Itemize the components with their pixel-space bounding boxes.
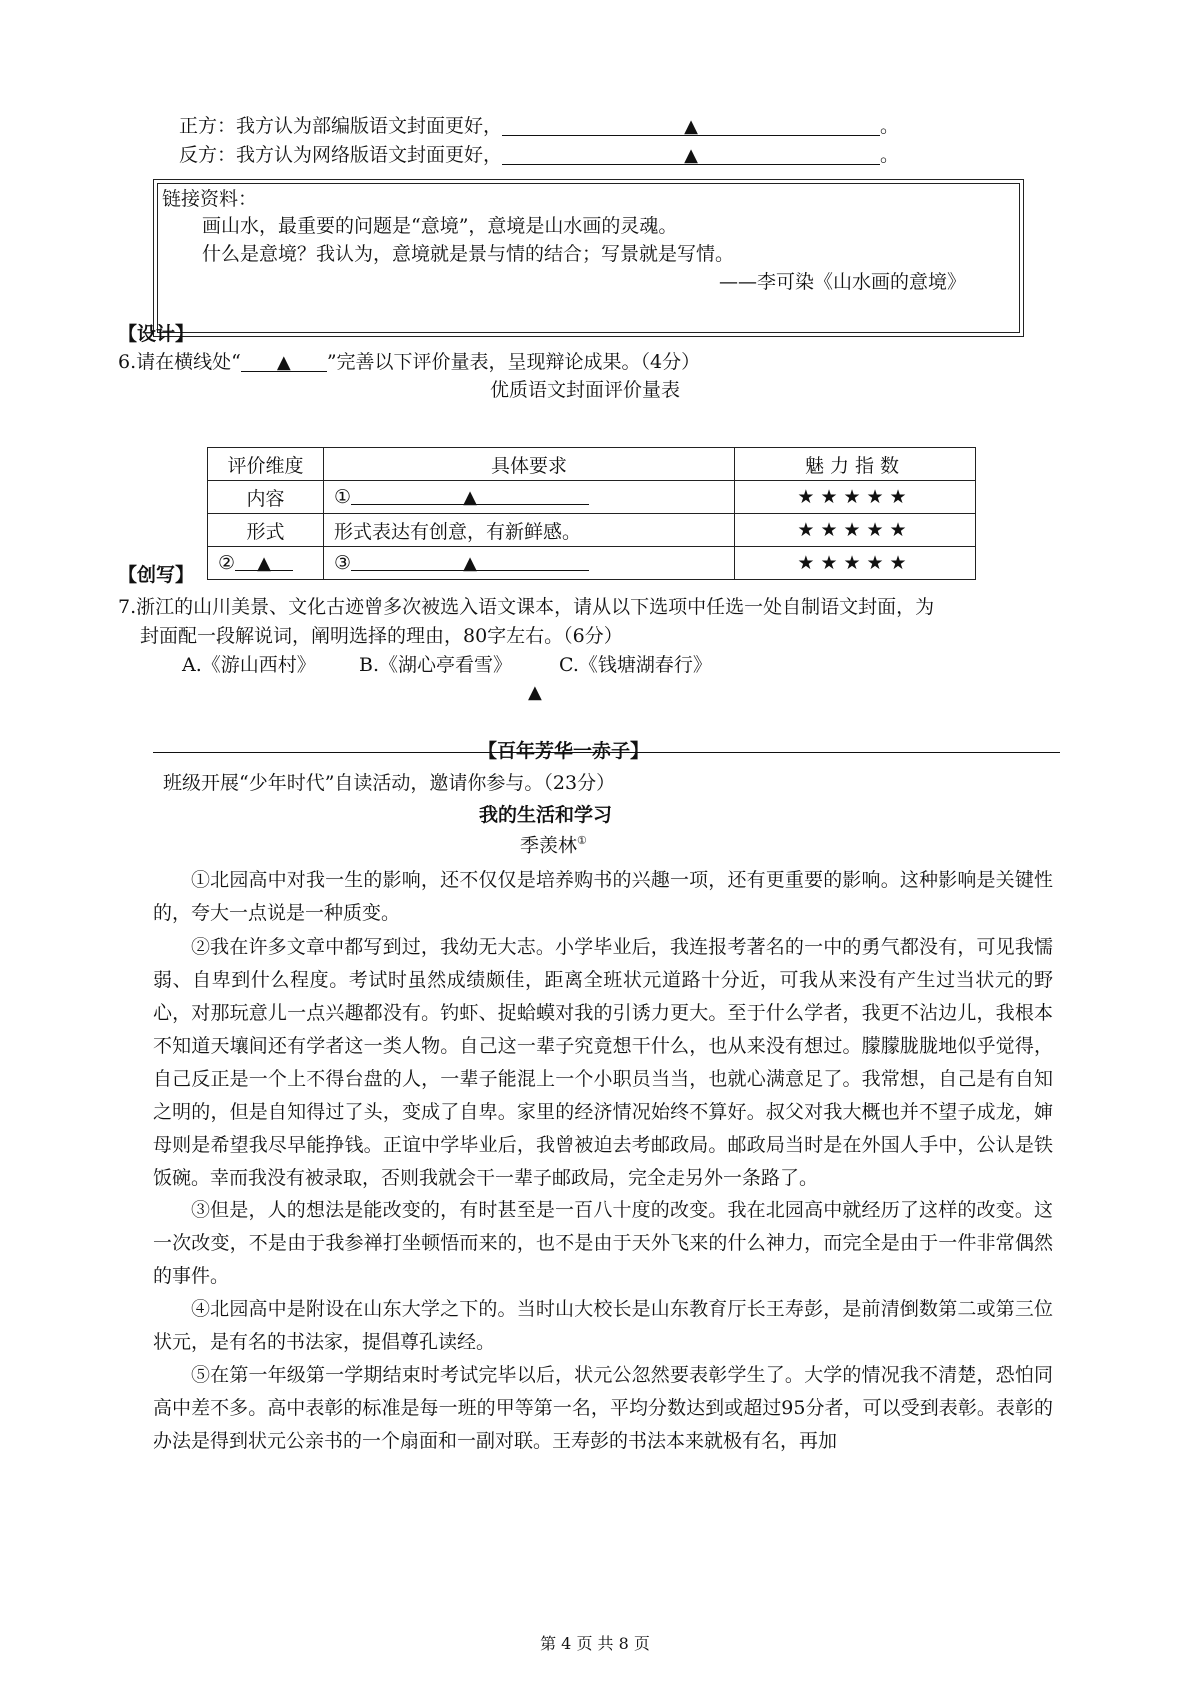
stars-cell: ★★★★★ [735, 481, 976, 514]
table-row [208, 481, 976, 514]
paragraph-1: ①北园高中对我一生的影响，还不仅仅是培养购书的兴趣一项，还有更重要的影响。这种影响是关键性的，夸大一点说是一种质变。 [153, 869, 1053, 924]
stars-cell: ★★★★★ [735, 547, 976, 580]
q6-suffix: ”完善以下评价量表，呈现辩论成果。（4分） [326, 351, 701, 373]
author-name: 季羡林 [520, 834, 578, 857]
triangle-icon: ▲ [684, 145, 698, 166]
stars-cell: ★★★★★ [735, 514, 976, 547]
header-charm: 魅力指数 [735, 448, 976, 481]
article-title: 我的生活和学习 [479, 804, 613, 826]
q7-option-b: B.《湖心亭看雪》 [359, 654, 513, 676]
q7-option-c: C.《钱塘湖春行》 [559, 654, 712, 676]
header-requirement: 具体要求 [324, 448, 735, 481]
answer-blank[interactable] [502, 146, 880, 165]
debate-pro-text: 正方：我方认为部编版语文封面更好， [179, 115, 503, 137]
link-label: 链接资料： [162, 188, 258, 210]
dimension-cell: 内容 [208, 481, 324, 514]
link-line-2: 什么是意境？我认为，意境就是景与情的结合；写景就是写情。 [202, 243, 735, 265]
author-note: ① [577, 834, 587, 847]
answer-blank[interactable] [502, 117, 880, 136]
answer-blank[interactable] [351, 552, 589, 574]
q6-blank [241, 353, 327, 372]
answer-blank[interactable] [351, 486, 589, 508]
table-title: 优质语文封面评价量表 [490, 379, 681, 401]
period: 。 [880, 115, 900, 137]
triangle-icon: ▲ [463, 553, 477, 574]
question-6 [118, 353, 700, 372]
debate-pro-line [179, 117, 899, 136]
debate-con-text: 反方：我方认为网络版语文封面更好， [179, 144, 503, 166]
circle-number: ② [218, 552, 236, 574]
table-header-row [208, 448, 976, 481]
triangle-icon: ▲ [276, 352, 291, 373]
requirement-cell [324, 547, 735, 580]
design-heading: 【设计】 [118, 323, 195, 345]
debate-con-line [179, 146, 899, 165]
triangle-icon: ▲ [257, 553, 271, 574]
dimension-cell: 形式 [208, 514, 324, 547]
page-footer: 第 4 页 共 8 页 [540, 1634, 650, 1653]
paragraph-3: ③但是，人的想法是能改变的，有时甚至是一百八十度的改变。我在北园高中就经历了这样的改变。这一次改变，不是由于我参禅打坐顿悟而来的，也不是由于天外飞来的什么神力，而完全是由于一件非常偶然的事件。 [153, 1199, 1053, 1287]
triangle-icon: ▲ [684, 116, 698, 137]
table-row [208, 547, 976, 580]
article-author [520, 835, 587, 855]
create-heading: 【创写】 [118, 564, 195, 586]
period: 。 [880, 144, 900, 166]
table-row [208, 514, 976, 547]
requirement-cell: 形式表达有创意，有新鲜感。 [324, 514, 735, 547]
triangle-icon: ▲ [528, 682, 542, 703]
dimension-cell [208, 547, 324, 580]
q7-option-a: A.《游山西村》 [182, 654, 316, 676]
q7-line-2: 封面配一段解说词，阐明选择的理由，80字左右。（6分） [140, 625, 623, 647]
section-title: 【百年芳华一赤子】 [478, 740, 650, 762]
link-line-1: 画山水，最重要的问题是“意境”，意境是山水画的灵魂。 [202, 215, 678, 237]
q6-prefix: 6.请在横线处“ [118, 351, 241, 373]
answer-blank[interactable] [235, 552, 293, 574]
circle-number: ③ [334, 552, 352, 574]
link-source: ——李可染《山水画的意境》 [719, 271, 967, 293]
circle-number: ① [334, 486, 352, 508]
q7-line-1: 7.浙江的山川美景、文化古迹曾多次被选入语文课本，请从以下选项中任选一处自制语文封面，为 [118, 596, 935, 618]
requirement-cell [324, 481, 735, 514]
paragraph-4: ④北园高中是附设在山东大学之下的。当时山大校长是山东教育厅长王寿彭，是前清倒数第二或第三位状元，是有名的书法家，提倡尊孔读经。 [153, 1298, 1053, 1353]
header-dimension: 评价维度 [208, 448, 324, 481]
triangle-icon: ▲ [463, 487, 477, 508]
paragraph-5: ⑤在第一年级第一学期结束时考试完毕以后，状元公忽然要表彰学生了。大学的情况我不清楚，恐怕同高中差不多。高中表彰的标准是每一班的甲等第一名，平均分数达到或超过95分者，可以受到表彰。表彰的办法是得到状元公亲书的一个扇面和一副对联。王寿彭的书法本来就极有名，再加 [153, 1364, 1053, 1452]
evaluation-table [207, 447, 976, 580]
paragraph-2: ②我在许多文章中都写到过，我幼无大志。小学毕业后，我连报考著名的一中的勇气都没有，可见我懦弱、自卑到什么程度。考试时虽然成绩颇佳，距离全班状元道路十分近，可我从来没有产生过当状元的野心，对那玩意儿一点兴趣都没有。钓虾、捉蛤蟆对我的引诱力更大。至于什么学者，我更不沾边儿，我根本不知道天壤间还有学者这一类人物。自己这一辈子究竟想干什么，也从来没有想过。朦朦胧胧地似乎觉得，自己反正是一个上不得台盘的人，一辈子能混上一个小职员当当，也就心满意足了。我常想，自己是有自知之明的，但是自知得过了头，变成了自卑。家里的经济情况始终不算好。叔父对我大概也并不望子成龙，婶母则是希望我尽早能挣钱。正谊中学毕业后，我曾被迫去考邮政局。邮政局当时是在外国人手中，公认是铁饭碗。幸而我没有被录取，否则我就会干一辈子邮政局，完全走另外一条路了。 [153, 936, 1053, 1189]
section-intro: 班级开展“少年时代”自读活动，邀请你参与。（23分） [163, 772, 616, 794]
